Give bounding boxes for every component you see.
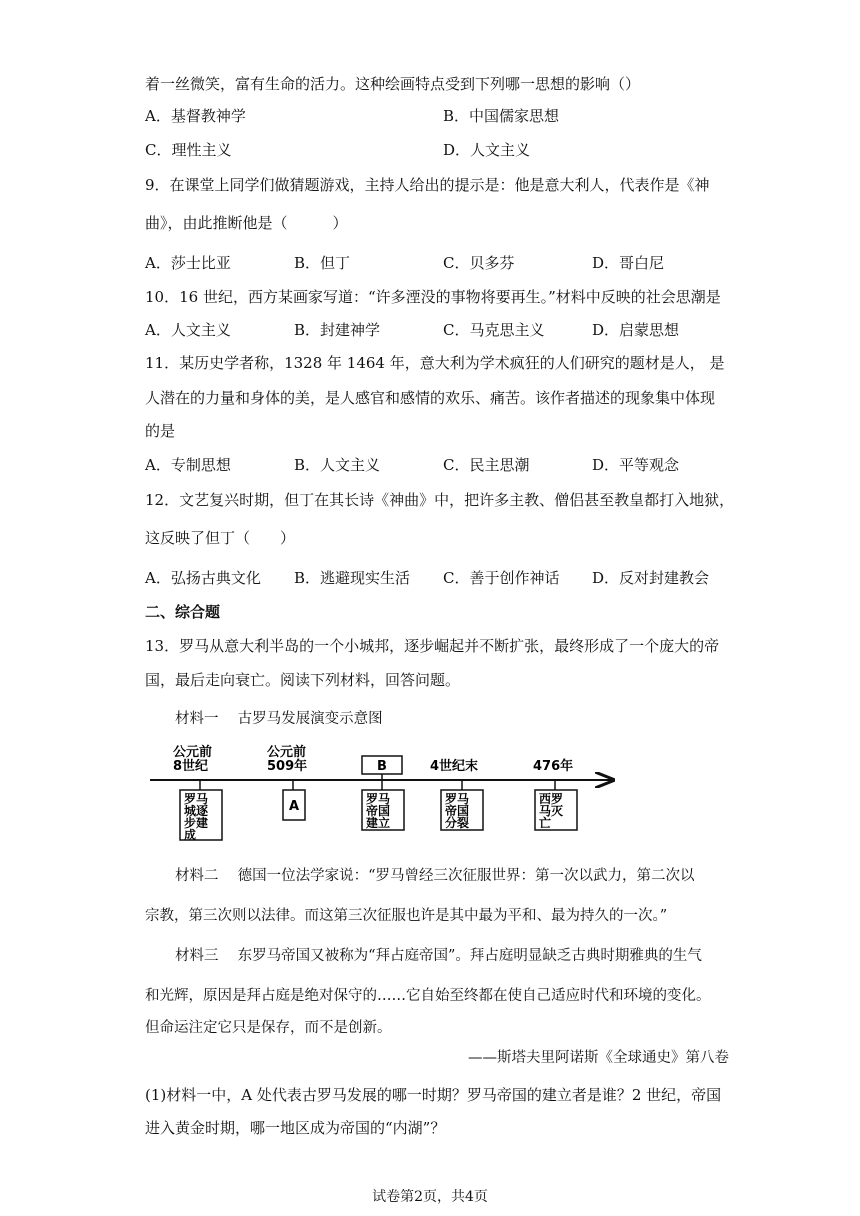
- q10-option-d: D．启蒙思想: [592, 321, 680, 339]
- material3-line3: 但命运注定它只是保存，而不是创新。: [145, 1020, 392, 1036]
- q11-option-c: C．民主思潮: [443, 456, 530, 474]
- timeline-box-3-line2: 帝国: [366, 804, 391, 818]
- q13-sub1-line1: (1)材料一中，A 处代表古罗马发展的哪一时期？罗马帝国的建立者是谁？2 世纪，帝国: [145, 1086, 722, 1104]
- section-heading: 二、综合题: [145, 603, 221, 621]
- timeline-box-1-line3: 步建: [184, 816, 209, 830]
- timeline-box-4-line1: 罗马: [445, 792, 470, 806]
- q10-option-a: A．人文主义: [145, 321, 231, 339]
- q10-stem: 10．16 世纪，西方某画家写道：“许多湮没的事物将要再生。”材料中反映的社会思潮是: [145, 288, 721, 306]
- material2-line1: 材料二 德国一位法学家说：“罗马曾经三次征服世界：第一次以武力，第二次以: [175, 868, 695, 884]
- q8-option-a: A．基督教神学: [145, 107, 246, 125]
- q11-stem-line2: 人潜在的力量和身体的美，是人感官和感情的欢乐、痛苦。该作者描述的现象集中体现: [145, 389, 716, 407]
- q12-stem-line2: 这反映了但丁（ ）: [145, 529, 296, 547]
- timeline-box-4-line2: 帝国: [445, 804, 470, 818]
- timeline-box-5-line3: 亡: [539, 816, 552, 830]
- q12-stem-line1: 12．文艺复兴时期，但丁在其长诗《神曲》中，把许多主教、僧侣甚至教皇都打入地狱，: [145, 491, 735, 509]
- material3-line2: 和光辉，原因是拜占庭是绝对保守的……它自始至终都在使自己适应时代和环境的变化。: [145, 988, 711, 1004]
- q8-option-d: D．人文主义: [443, 141, 531, 159]
- timeline-top-5-label: 476年: [533, 759, 574, 774]
- timeline-top-1-line1: 公元前: [173, 745, 213, 760]
- q11-stem-line1: 11．某历史学者称，1328 年 1464 年，意大利为学术疯狂的人们研究的题材是人， 是: [145, 354, 725, 372]
- q9-option-c: C．贝多芬: [443, 254, 515, 272]
- q9-option-b: B．但丁: [294, 254, 351, 272]
- timeline-box-3-line1: 罗马: [366, 792, 391, 806]
- material3-source: ——斯塔夫里阿诺斯《全球通史》第八卷: [468, 1050, 729, 1066]
- q10-option-b: B．封建神学: [294, 321, 381, 339]
- q9-option-a: A．莎士比亚: [145, 254, 231, 272]
- timeline-box-1-line1: 罗马: [184, 792, 209, 806]
- q12-option-d: D．反对封建教会: [592, 569, 710, 587]
- q11-option-b: B．人文主义: [294, 456, 381, 474]
- q12-option-b: B．逃避现实生活: [294, 569, 411, 587]
- q13-sub1-line2: 进入黄金时期，哪一地区成为帝国的“内湖”？: [145, 1119, 446, 1137]
- q11-option-d: D．平等观念: [592, 456, 680, 474]
- timeline-box-4-line3: 分裂: [445, 816, 470, 830]
- timeline-box-5-line2: 马灭: [539, 804, 564, 818]
- q13-stem-line1: 13．罗马从意大利半岛的一个小城邦，逐步崛起并不断扩张，最终形成了一个庞大的帝: [145, 637, 720, 655]
- q8-option-c: C．理性主义: [145, 141, 232, 159]
- q11-stem-line3: 的是: [145, 422, 176, 440]
- timeline-box-a-label: A: [289, 799, 300, 814]
- q13-stem-line2: 国，最后走向衰亡。阅读下列材料，回答问题。: [145, 671, 461, 689]
- timeline-box-1-line4: 成: [184, 828, 197, 842]
- material1-title: 材料一 古罗马发展演变示意图: [175, 711, 383, 727]
- timeline-box-5-line1: 西罗: [539, 792, 564, 806]
- page-footer: 试卷第2页，共4页: [372, 1189, 488, 1205]
- q12-option-a: A．弘扬古典文化: [145, 569, 261, 587]
- q9-stem-line2: 曲》，由此推断他是（ ）: [145, 214, 348, 232]
- timeline-box-1-line2: 城逐: [184, 804, 209, 818]
- material3-line1: 材料三 东罗马帝国又被称为“拜占庭帝国”。拜占庭明显缺乏古典时期雅典的生气: [175, 948, 702, 964]
- q11-option-a: A．专制思想: [145, 456, 231, 474]
- q8-continuation: 着一丝微笑，富有生命的活力。这种绘画特点受到下列哪一思想的影响（）: [145, 75, 641, 93]
- q12-option-c: C．善于创作神话: [443, 569, 560, 587]
- timeline-top-2-line1: 公元前: [267, 745, 307, 760]
- material2-line2: 宗教，第三次则以法律。而这第三次征服也许是其中最为平和、最为持久的一次。”: [145, 908, 668, 924]
- timeline-box-3-line3: 建立: [366, 816, 391, 830]
- timeline-top-3-label: B: [377, 759, 387, 774]
- timeline-top-1-line2: 8世纪: [173, 759, 209, 774]
- timeline-top-4-label: 4世纪末: [430, 759, 479, 774]
- q9-stem-line1: 9．在课堂上同学们做猜题游戏，主持人给出的提示是：他是意大利人，代表作是《神: [145, 176, 710, 194]
- rome-timeline-diagram: [145, 742, 625, 842]
- q10-option-c: C．马克思主义: [443, 321, 545, 339]
- q8-option-b: B．中国儒家思想: [443, 107, 560, 125]
- timeline-top-2-line2: 509年: [267, 759, 308, 774]
- q9-option-d: D．哥白尼: [592, 254, 665, 272]
